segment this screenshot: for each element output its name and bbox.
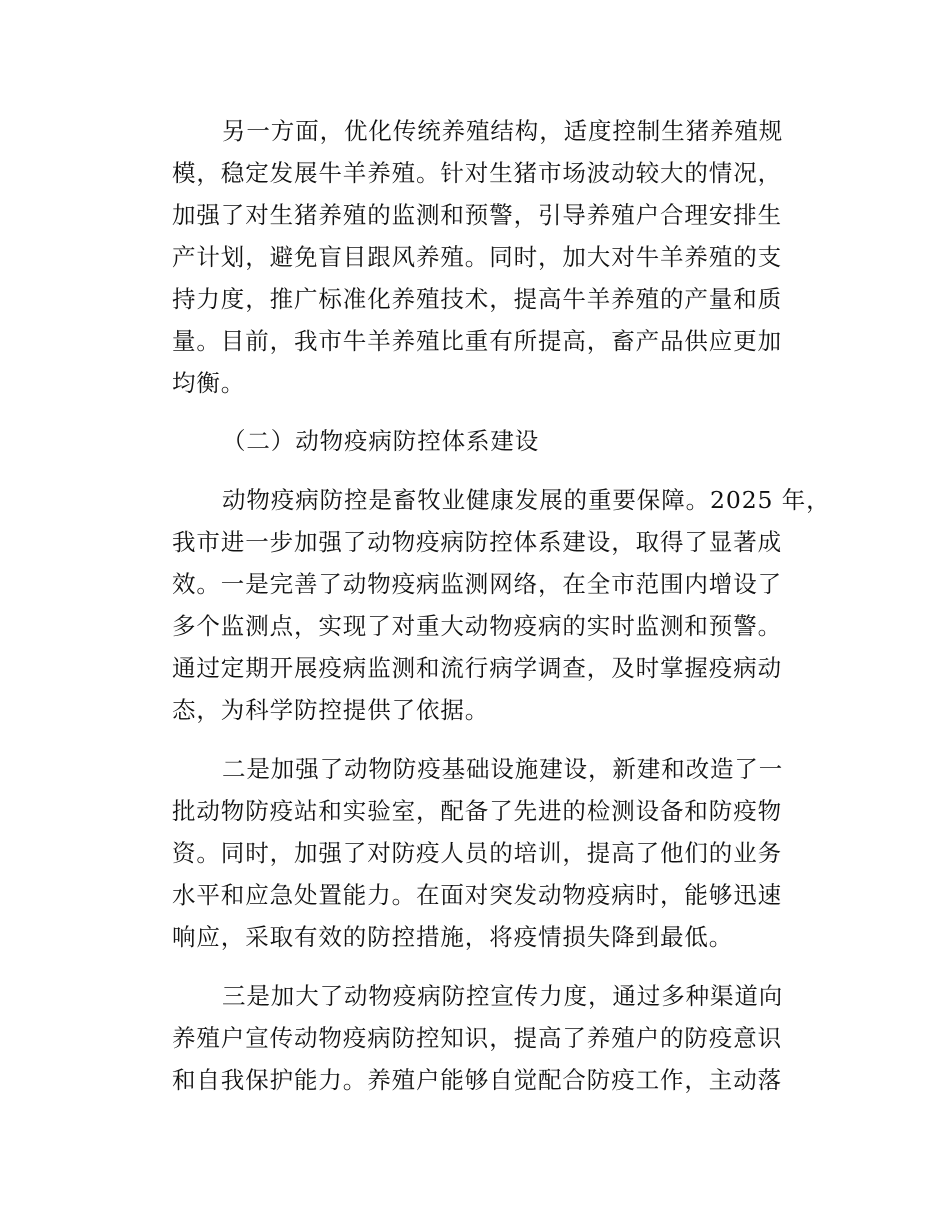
text-line: 三是加大了动物疫病防控宣传力度，通过多种渠道向 xyxy=(222,982,784,1010)
text-line: 另一方面，优化传统养殖结构，适度控制生猪养殖规 xyxy=(222,117,784,145)
text-line: 加强了对生猪养殖的监测和预警，引导养殖户合理安排生 xyxy=(172,201,782,229)
text-line: 模，稳定发展牛羊养殖。针对生猪市场波动较大的情况， xyxy=(172,159,782,187)
text-line: 和自我保护能力。养殖户能够自觉配合防疫工作，主动落 xyxy=(172,1066,782,1094)
text-line: 态，为科学防控提供了依据。 xyxy=(172,696,490,724)
text-line: 动物疫病防控是畜牧业健康发展的重要保障。2025 年， xyxy=(222,486,831,514)
text-line: 通过定期开展疫病监测和流行病学调查，及时掌握疫病动 xyxy=(172,654,782,682)
text-line: 批动物防疫站和实验室，配备了先进的检测设备和防疫物 xyxy=(172,797,782,825)
text-line: 二是加强了动物防疫基础设施建设，新建和改造了一 xyxy=(222,755,784,783)
text-line: 产计划，避免盲目跟风养殖。同时，加大对牛羊养殖的支 xyxy=(172,243,782,271)
text-line: 量。目前，我市牛羊养殖比重有所提高，畜产品供应更加 xyxy=(172,327,782,355)
text-line: 均衡。 xyxy=(172,369,246,397)
text-line: 持力度，推广标准化养殖技术，提高牛羊养殖的产量和质 xyxy=(172,285,782,313)
section-heading: （二）动物疫病防控体系建设 xyxy=(222,427,540,455)
text-line: 多个监测点，实现了对重大动物疫病的实时监测和预警。 xyxy=(172,612,782,640)
text-line: 养殖户宣传动物疫病防控知识，提高了养殖户的防疫意识 xyxy=(172,1024,782,1052)
text-line: 资。同时，加强了对防疫人员的培训，提高了他们的业务 xyxy=(172,839,782,867)
text-line: 我市进一步加强了动物疫病防控体系建设，取得了显著成 xyxy=(172,528,782,556)
text-line: 效。一是完善了动物疫病监测网络，在全市范围内增设了 xyxy=(172,570,782,598)
text-line: 水平和应急处置能力。在面对突发动物疫病时，能够迅速 xyxy=(172,881,782,909)
text-line: 响应，采取有效的防控措施，将疫情损失降到最低。 xyxy=(172,923,734,951)
